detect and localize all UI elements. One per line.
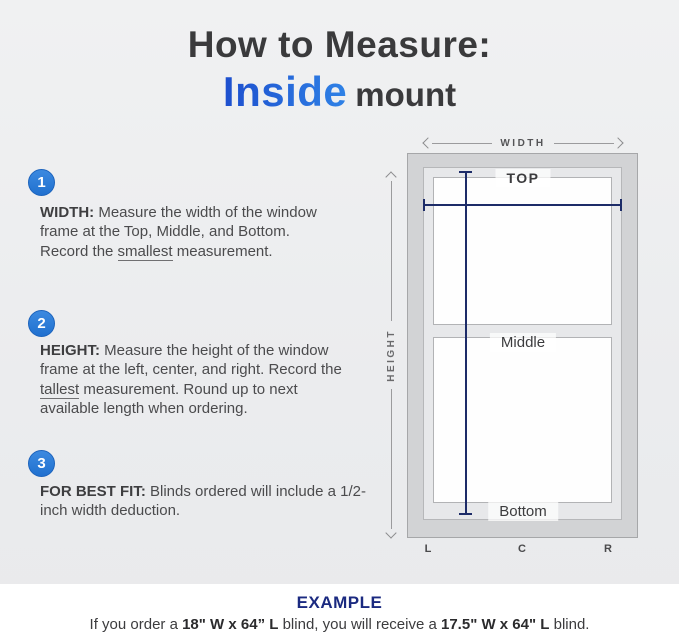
step-1-label: WIDTH: xyxy=(40,204,95,221)
label-top: TOP xyxy=(495,169,550,187)
example-order-size: 18" W x 64” L xyxy=(182,616,279,633)
title-line1: How to Measure: xyxy=(187,24,492,65)
example-before: If you order a xyxy=(89,616,183,633)
height-measure-tick-top xyxy=(459,171,472,173)
title-rest: mount xyxy=(355,76,457,113)
step-3-label: FOR BEST FIT: xyxy=(40,483,146,500)
width-measure-tick-right xyxy=(620,199,622,211)
mark-left: L xyxy=(424,543,432,555)
label-middle: Middle xyxy=(490,333,556,352)
example-middle: blind, you will receive a xyxy=(278,616,441,633)
mark-center: C xyxy=(518,543,526,555)
arrow-left-icon xyxy=(422,137,433,148)
width-arrow-label: WIDTH xyxy=(500,137,546,149)
arrow-down-icon xyxy=(385,527,396,538)
height-arrow xyxy=(384,173,398,537)
window-glass-top xyxy=(433,177,612,325)
page-title xyxy=(0,24,679,116)
width-arrow xyxy=(424,136,622,150)
arrow-line xyxy=(432,143,492,144)
step-1-body: Measure the width of the window frame at the Top, Middle, and Bottom. Record the xyxy=(40,204,317,260)
step-1-body-after: measurement. xyxy=(172,242,273,260)
width-measure-tick-left xyxy=(423,199,425,211)
step-2-body: Measure the height of the window frame at the left, center, and right. Record the xyxy=(40,342,342,379)
title-highlight: Inside xyxy=(222,68,348,115)
step-3-text xyxy=(40,482,374,521)
step-3-badge: 3 xyxy=(28,450,55,477)
title-line2 xyxy=(0,68,679,116)
height-measure-tick-bottom xyxy=(459,513,472,515)
example-after: blind. xyxy=(549,616,590,633)
step-2-label: HEIGHT: xyxy=(40,342,100,359)
window-glass-bottom xyxy=(433,337,612,503)
example-text xyxy=(0,616,679,633)
step-2-badge: 2 xyxy=(28,310,55,337)
example-receive-size: 17.5" W x 64" L xyxy=(441,616,550,633)
step-1-underlined: smallest xyxy=(117,242,173,260)
arrow-line xyxy=(391,389,392,529)
height-arrow-label: HEIGHT xyxy=(385,328,397,382)
example-heading: EXAMPLE xyxy=(296,593,383,612)
label-bottom: Bottom xyxy=(488,502,558,521)
height-measure-line xyxy=(465,172,467,515)
example-footer xyxy=(0,584,679,642)
arrow-line xyxy=(554,143,614,144)
arrow-up-icon xyxy=(385,171,396,182)
step-2-body-after: measurement. Round up to next available length when ordering. xyxy=(40,380,298,417)
step-2-underlined: tallest xyxy=(40,380,80,398)
mark-right: R xyxy=(604,543,612,555)
width-measure-line xyxy=(424,204,621,206)
arrow-right-icon xyxy=(612,137,623,148)
step-1-badge: 1 xyxy=(28,169,55,196)
arrow-line xyxy=(391,181,392,321)
step-3-body: Blinds ordered will include a 1/2-inch width deduction. xyxy=(40,483,366,520)
step-2-text xyxy=(40,341,342,418)
step-1-text xyxy=(40,203,332,261)
